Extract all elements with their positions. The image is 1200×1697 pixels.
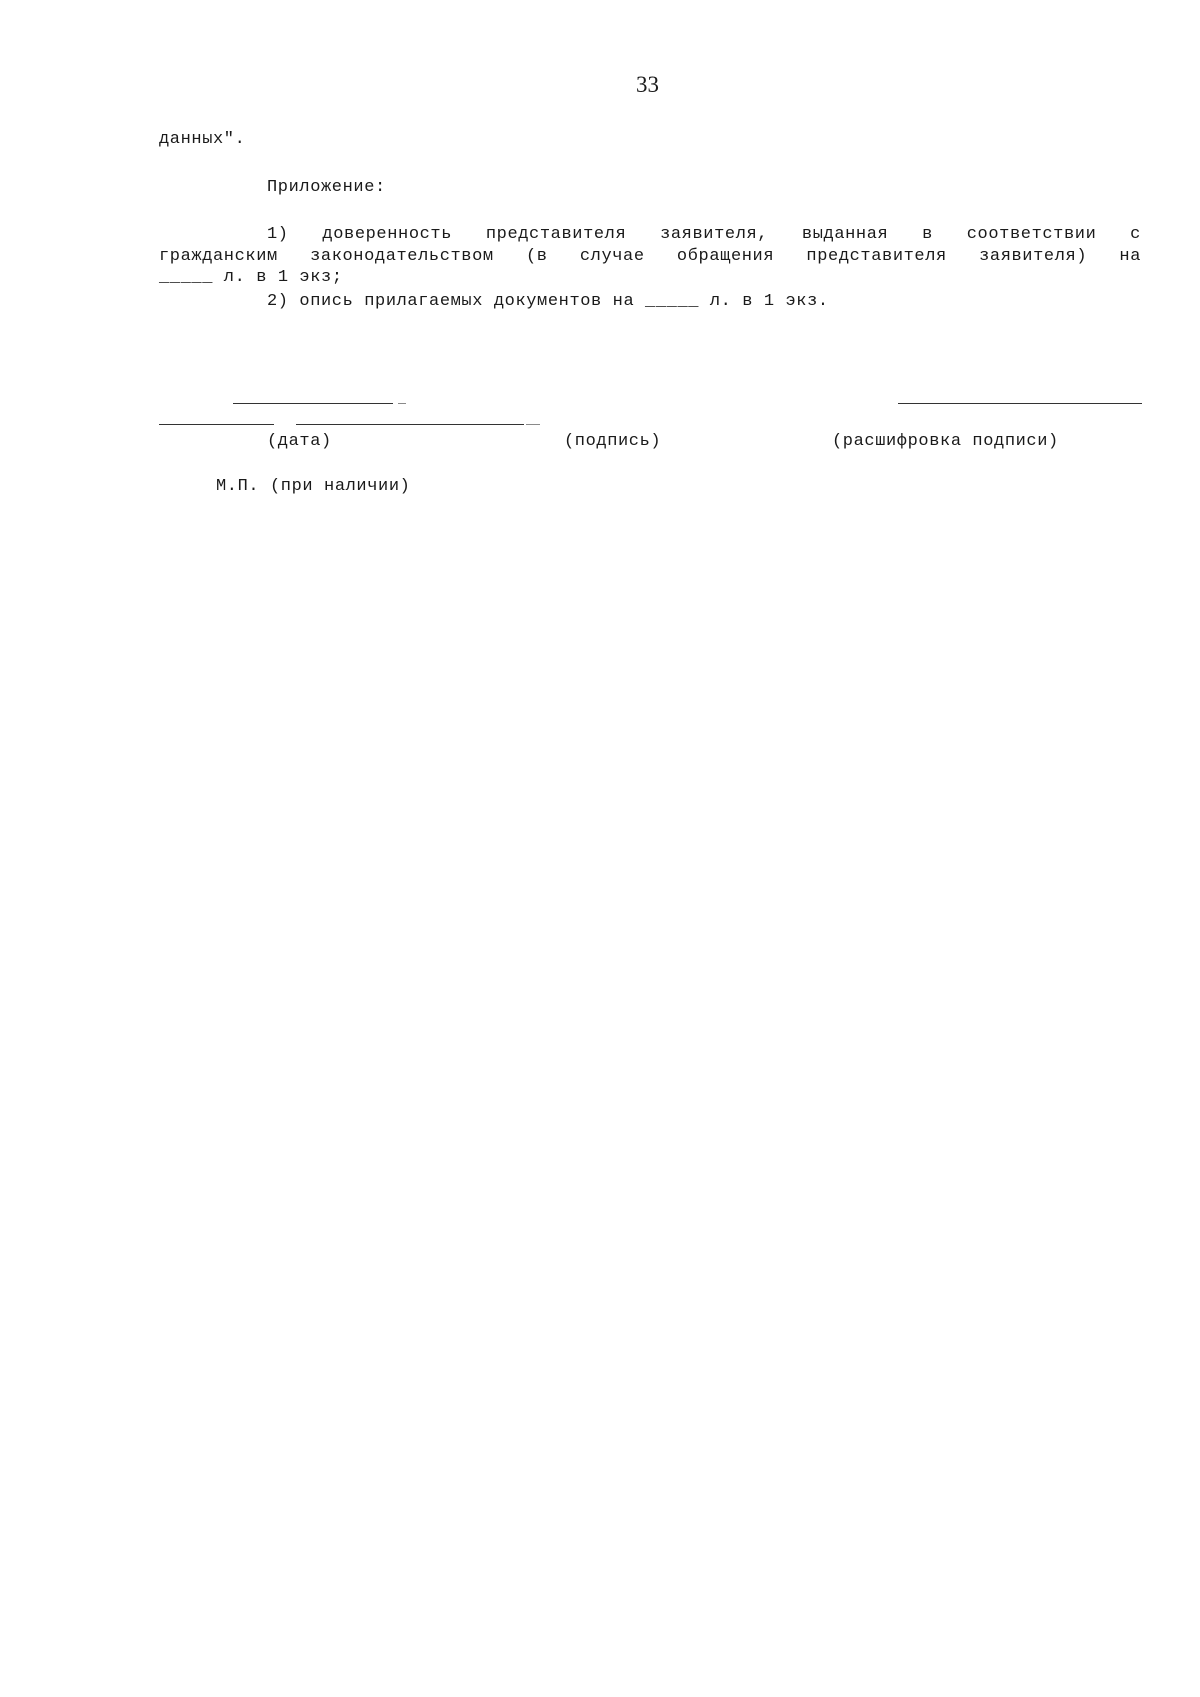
attachment-item-1-line-3: _____ л. в 1 экз; xyxy=(159,268,343,287)
page-number: 33 xyxy=(636,72,659,97)
signature-label: (подпись) xyxy=(564,432,662,451)
signature-line-tail xyxy=(526,424,540,425)
transcript-label: (расшифровка подписи) xyxy=(832,432,1059,451)
stamp-placeholder: М.П. (при наличии) xyxy=(216,477,411,496)
attachment-item-2: 2) опись прилагаемых документов на _____ л. в 1 экз. xyxy=(267,292,829,311)
signature-line xyxy=(296,424,524,425)
attachment-item-1-line-1: 1) доверенность представителя заявителя, выданная в соответствии с xyxy=(267,225,1141,244)
attachment-item-1-line-2: гражданским законодательством (в случае обращения представителя заявителя) на xyxy=(159,247,1141,266)
date-line xyxy=(159,424,274,425)
signature-line-upper-left xyxy=(233,403,393,404)
continuation-text: данных". xyxy=(159,130,246,149)
date-label: (дата) xyxy=(267,432,332,451)
transcript-line xyxy=(898,403,1142,404)
attachment-heading: Приложение: xyxy=(267,178,386,197)
signature-line-fragment xyxy=(398,403,406,404)
